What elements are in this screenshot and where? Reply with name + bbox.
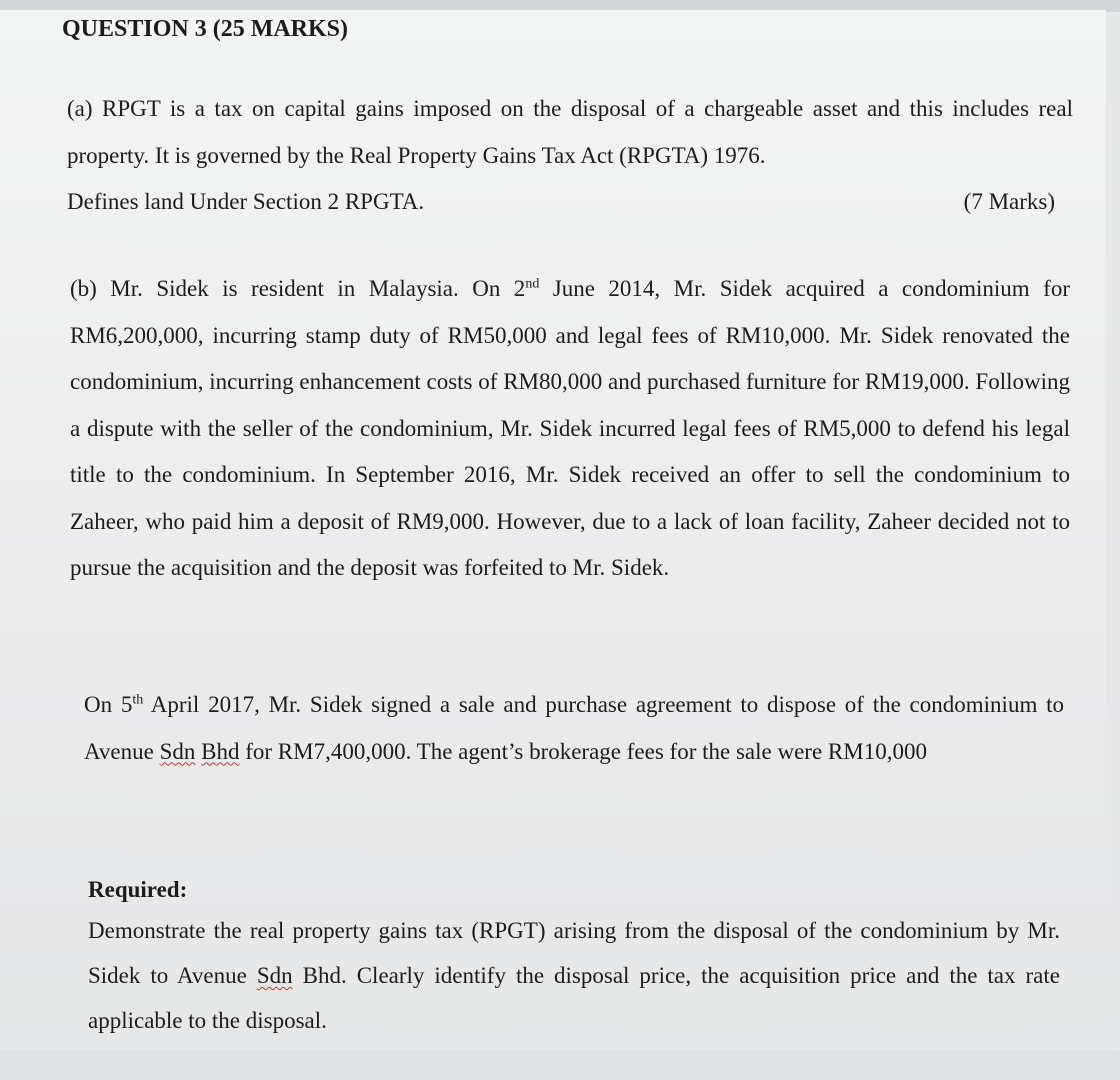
part-b-paragraph-1: [70, 266, 1070, 592]
part-b-p1-rest: June 2014, Mr. Sidek acquired a condominium for RM6,200,000, incurring stamp duty of RM50,000 and legal fees of RM10,000. Mr. Sidek renovated the condominium, incurring enhancement costs of RM80,000 and purchased furniture for RM19,000. Following a dispute with the seller of the condominium, Mr. Sidek incurred legal fees of RM5,000 to defend his legal title to the condominium. In September 2016, Mr. Sidek received an offer to sell the condominium to Zaheer, who paid him a deposit of RM9,000. However, due to a lack of loan facility, Zaheer decided not to pursue the acquisition and the deposit was forfeited to Mr. Sidek.: [70, 276, 1070, 580]
part-b-p1-start: (b) Mr. Sidek is resident in Malaysia. On 2: [70, 276, 526, 301]
required-text: [88, 908, 1060, 1043]
part-a-text: (a) RPGT is a tax on capital gains imposed on the disposal of a chargeable asset and this includes real property. It is governed by the Real Property Gains Tax Act (RPGTA) 1976.: [67, 96, 1073, 168]
part-b-p2-rest: for RM7,400,000. The agent’s brokerage fees for the sale were RM10,000: [239, 738, 927, 764]
required-text-rest: Bhd. Clearly identify the disposal price, the acquisition price and the tax rate applicable to the disposal.: [88, 963, 1060, 1033]
spellcheck-sdn-2: Sdn: [256, 963, 293, 988]
spellcheck-sdn: Sdn: [159, 738, 196, 764]
spellcheck-bhd: Bhd: [201, 738, 240, 764]
part-a-marks: (7 Marks): [963, 189, 1055, 214]
part-b-p2-mid: April 2017, Mr. Sidek signed a sale and purchase agreement to dispose of the condominium to Avenue: [84, 692, 1064, 764]
part-b-p2-start: On 5: [84, 692, 133, 717]
part-b-paragraph-2: [84, 682, 1064, 775]
required-title: Required:: [88, 877, 188, 902]
part-a-last-line: [67, 179, 1055, 226]
question-heading: QUESTION 3 (25 MARKS): [62, 16, 349, 42]
part-b-p1-sup: nd: [525, 276, 540, 292]
required-text-start: Demonstrate the real property gains tax (RPGT) arising from the disposal of the condominium by Mr. Sidek to Avenue: [88, 918, 1060, 988]
part-a-definition-line: Defines land Under Section 2 RPGTA.: [67, 189, 425, 214]
bottom-strip: [0, 1050, 1120, 1080]
part-b-p2-sup: th: [132, 692, 144, 708]
